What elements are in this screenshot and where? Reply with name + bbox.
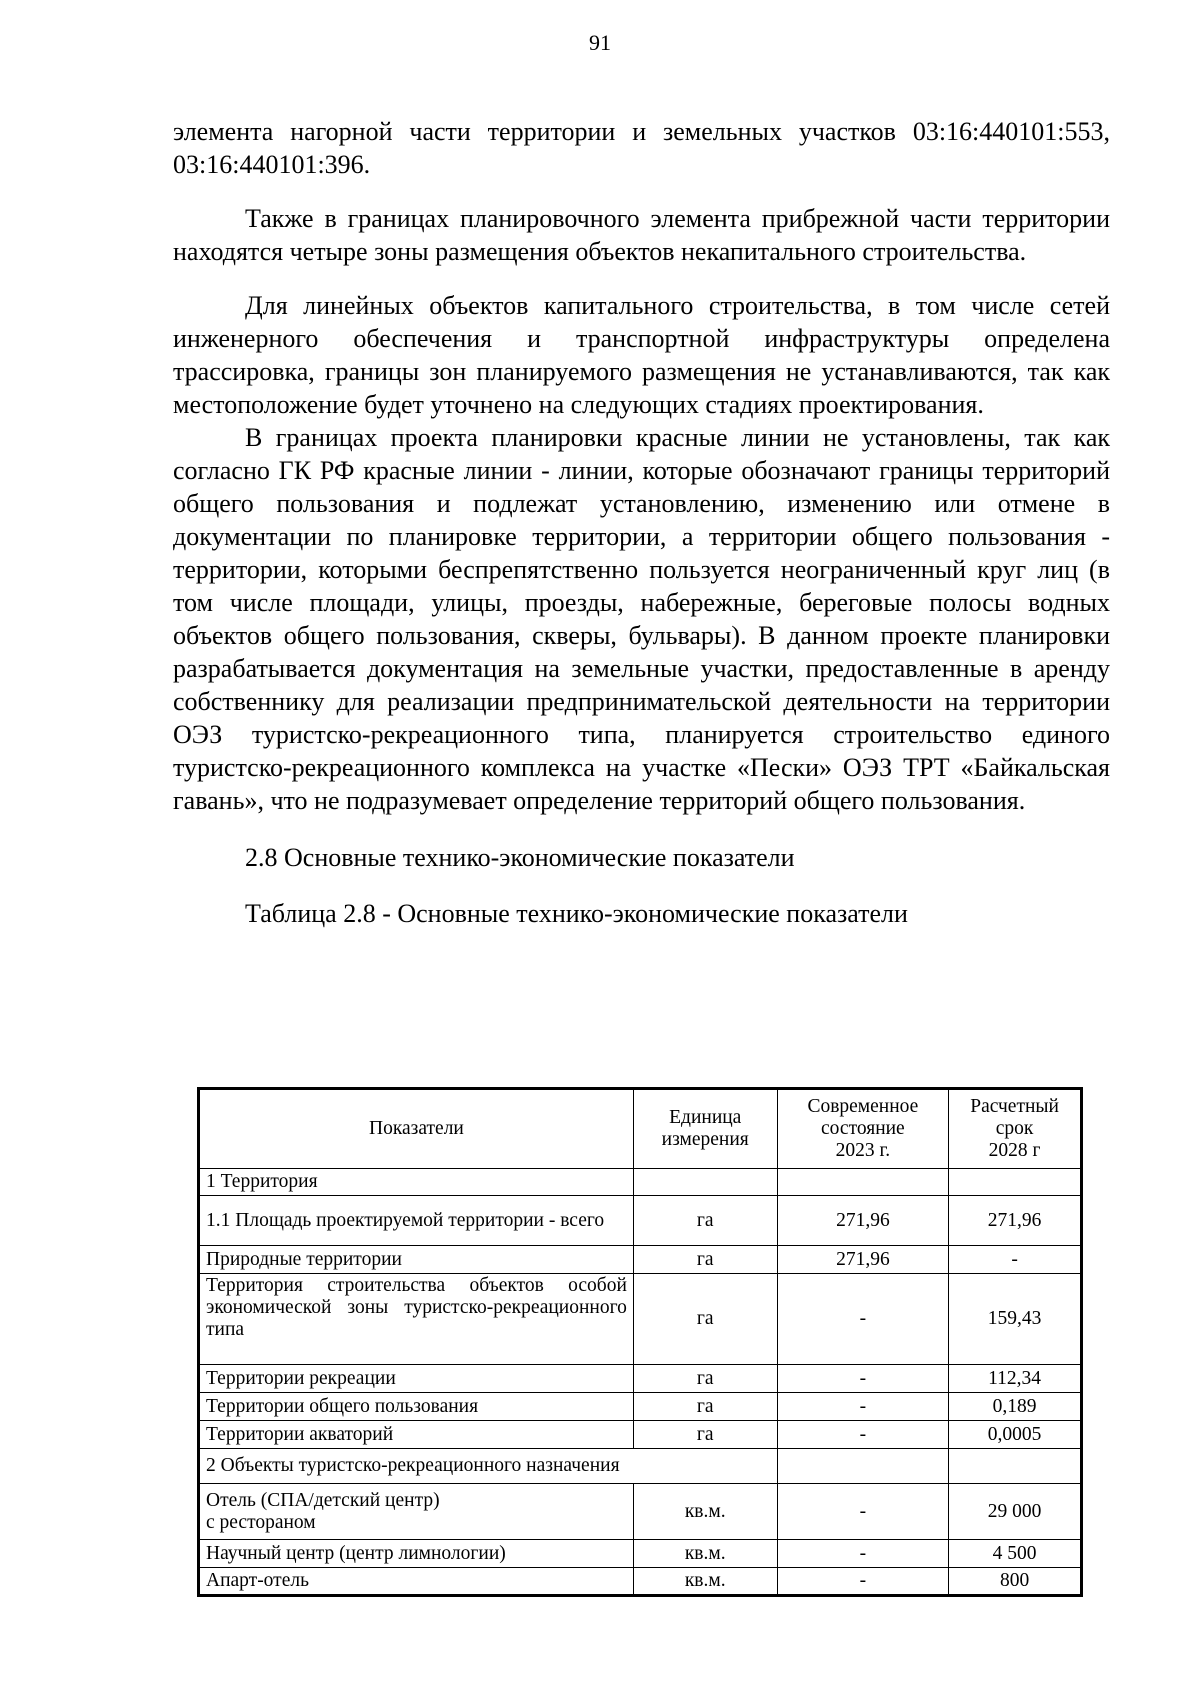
table-header-row [199,1089,1082,1169]
table-cell [777,1449,949,1484]
table-cell [633,1169,777,1196]
header-unit-line2: измерения [661,1129,749,1150]
row-unit: га [633,1246,777,1274]
row-target: 159,43 [949,1274,1082,1365]
row-target: 29 000 [949,1484,1082,1540]
section-title-tourism-objects: 2 Объекты туристско-рекреационного назначения [199,1449,778,1484]
row-indicator: Апарт-отель [199,1568,634,1596]
row-indicator: Природные территории [199,1246,634,1274]
table-section-row [199,1169,1082,1196]
row-unit: га [633,1274,777,1365]
row-current: - [777,1393,949,1421]
row-target: 4 500 [949,1540,1082,1568]
row-indicator: Территория строительства объектов особой экономической зоны туристско-рекреационного типа [199,1274,634,1365]
row-current: 271,96 [777,1196,949,1246]
section-heading: 2.8 Основные технико-экономические показатели [245,843,795,872]
row-target: 0,189 [949,1393,1082,1421]
header-target-line3: 2028 г [988,1140,1041,1161]
row-current: - [777,1484,949,1540]
paragraph-red-lines: В границах проекта планировки красные линии не установлены, так как согласно ГК РФ красные линии - линии, которые обозначают границы территорий общего пользования и подлежат установлению, изменению или отмене в документации по планировке территории, а территории общего пользования - территории, которыми беспрепятственно пользуется неограниченный круг лиц (в том числе площади, улицы, проезды, набережные, береговые полосы водных объектов общего пользования, скверы, бульвары). В данном проекте планировки разрабатывается документация на земельные участки, предоставленные в аренду собственнику для реализации предпринимательской деятельности на территории ОЭЗ туристско-рекреационного типа, планируется строительство единого туристско-рекреационного комплекса на участке «Пески» ОЭЗ ТРТ «Байкальская гавань», что не подразумевает определение территорий общего пользования. [173,423,1110,815]
row-target: 271,96 [949,1196,1082,1246]
row-target: - [949,1246,1082,1274]
row-target: 800 [949,1568,1082,1596]
row-indicator: Научный центр (центр лимнологии) [199,1540,634,1568]
table-cell [777,1169,949,1196]
header-current-line3: 2023 г. [835,1140,891,1161]
row-current: - [777,1365,949,1393]
table-row [199,1393,1082,1421]
row-indicator: 1.1 Площадь проектируемой территории - всего [199,1196,634,1246]
table-caption: Таблица 2.8 - Основные технико-экономические показатели [245,899,908,928]
table-row [199,1246,1082,1274]
row-unit: га [633,1196,777,1246]
row-indicator: Территории акваторий [199,1421,634,1449]
table-row [199,1196,1082,1246]
paragraph-coastal-zones: Также в границах планировочного элемента прибрежной части территории находятся четыре зоны размещения объектов некапитального строительства. [173,204,1110,266]
row-unit: га [633,1365,777,1393]
paragraph-linear-objects: Для линейных объектов капитального строительства, в том числе сетей инженерного обеспечения и транспортной инфраструктуры определена трассировка, границы зон планируемого размещения не устанавливаются, так как местоположение будет уточнено на следующих стадиях проектирования. [173,291,1110,419]
indicators-table [197,1087,1083,1597]
header-current-line1: Современное [807,1096,919,1117]
paragraph-continuation: элемента нагорной части территории и земельных участков 03:16:440101:553, 03:16:440101:396. [173,117,1110,179]
table-section-row [199,1449,1082,1484]
table-row [199,1484,1082,1540]
section-title-territory: 1 Территория [199,1169,634,1196]
table-row [199,1365,1082,1393]
row-current: 271,96 [777,1246,949,1274]
row-target: 112,34 [949,1365,1082,1393]
row-current: - [777,1274,949,1365]
header-target-line1: Расчетный [970,1096,1059,1117]
row-unit: кв.м. [633,1568,777,1596]
row-unit: га [633,1393,777,1421]
row-unit: кв.м. [633,1540,777,1568]
header-unit [633,1089,777,1169]
row-indicator-line2: с рестораном [206,1511,316,1533]
header-indicator: Показатели [199,1089,634,1169]
row-indicator: Территории общего пользования [199,1393,634,1421]
row-current: - [777,1568,949,1596]
table-row [199,1540,1082,1568]
header-unit-line1: Единица [669,1107,742,1128]
row-indicator: Территории рекреации [199,1365,634,1393]
row-current: - [777,1540,949,1568]
header-current-state [777,1089,949,1169]
page-number: 91 [589,30,611,55]
table-row [199,1568,1082,1596]
header-current-line2: состояние [821,1118,905,1139]
document-body [173,115,1110,930]
table-cell [949,1449,1082,1484]
header-target-term [949,1089,1082,1169]
row-unit: кв.м. [633,1484,777,1540]
table-cell [949,1169,1082,1196]
table-row [199,1421,1082,1449]
row-target: 0,0005 [949,1421,1082,1449]
row-indicator-line1: Отель (СПА/детский центр) [206,1489,440,1511]
row-unit: га [633,1421,777,1449]
table-row [199,1274,1082,1365]
row-indicator [199,1484,634,1540]
header-target-line2: срок [995,1118,1034,1139]
row-current: - [777,1421,949,1449]
